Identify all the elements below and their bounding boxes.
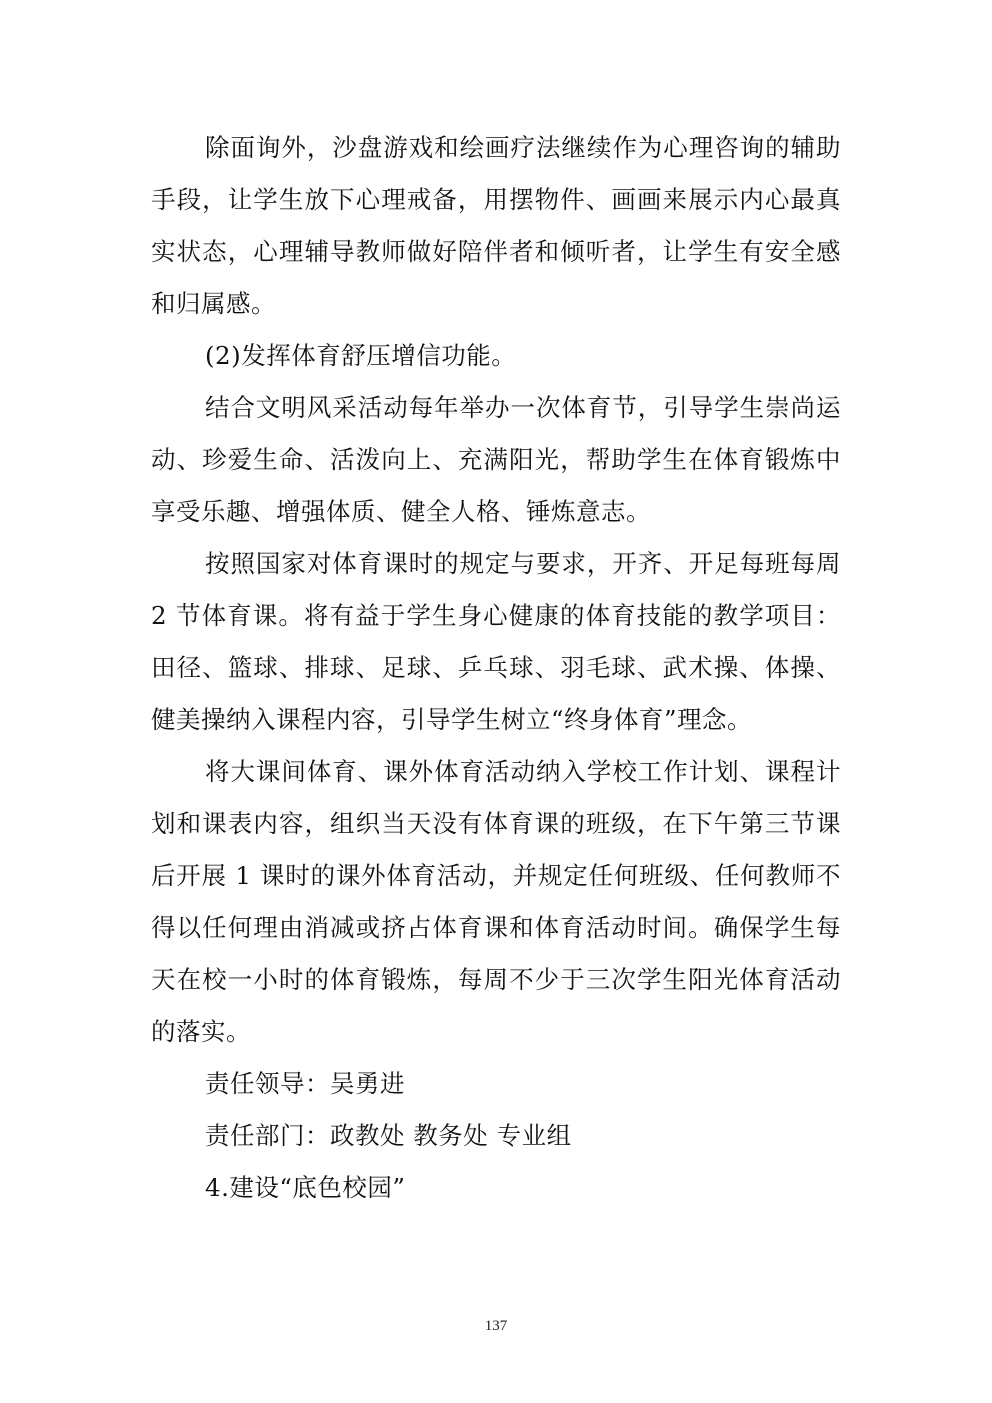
section-heading-sports: (2)发挥体育舒压增信功能。	[205, 341, 517, 370]
paragraph-extracurricular-sports: 将大课间体育、课外体育活动纳入学校工作计划、课程计划和课表内容，组织当天没有体育课的班级，在下午第三节课后开展 1 课时的课外体育活动，并规定任何班级、任何教师不得以任何理由消减或挤占体育课和体育活动时间。确保学生每天在校一小时的体育锻炼，每周不少于三次学生阳光体育活动的落实。	[151, 757, 841, 1046]
responsible-departments: 责任部门：政教处 教务处 专业组	[205, 1121, 572, 1150]
section-heading-campus: 4.建设“底色校园”	[205, 1173, 406, 1202]
paragraph-sports-festival: 结合文明风采活动每年举办一次体育节，引导学生崇尚运动、珍爱生命、活泼向上、充满阳光，帮助学生在体育锻炼中享受乐趣、增强体质、健全人格、锤炼意志。	[151, 393, 841, 526]
paragraph-psychology-methods: 除面询外，沙盘游戏和绘画疗法继续作为心理咨询的辅助手段，让学生放下心理戒备，用摆物件、画画来展示内心最真实状态，心理辅导教师做好陪伴者和倾听者，让学生有安全感和归属感。	[151, 133, 841, 318]
document-body	[151, 122, 841, 1214]
responsible-leader: 责任领导：吴勇进	[205, 1069, 405, 1098]
page-number: 137	[484, 1318, 508, 1334]
paragraph-pe-curriculum: 按照国家对体育课时的规定与要求，开齐、开足每班每周 2 节体育课。将有益于学生身心健康的体育技能的教学项目：田径、篮球、排球、足球、乒乓球、羽毛球、武术操、体操、健美操纳入课程内容，引导学生树立“终身体育”理念。	[151, 549, 841, 734]
